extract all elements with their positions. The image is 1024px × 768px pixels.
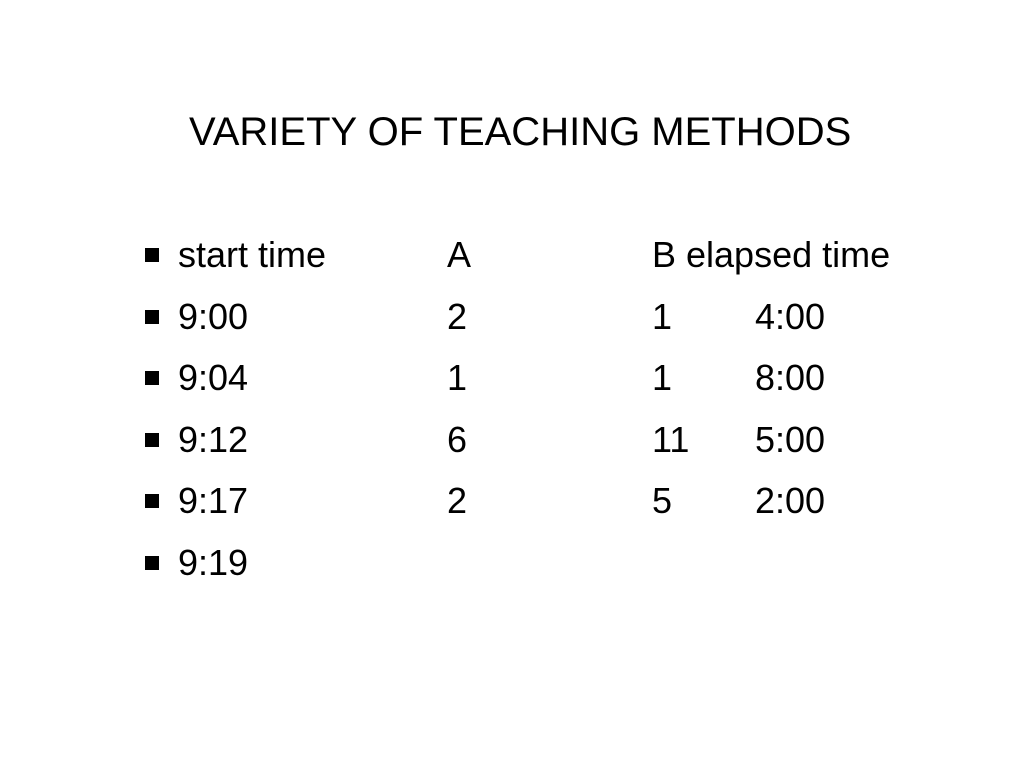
b-cell: B elapsed time bbox=[652, 234, 891, 275]
start-time-cell: 9:00 bbox=[178, 295, 249, 337]
b-cell: 1 bbox=[652, 357, 673, 398]
start-time-cell: 9:04 bbox=[178, 357, 249, 398]
start-time-cell: 9:19 bbox=[178, 541, 249, 583]
elapsed-time-cell: 8:00 bbox=[755, 357, 826, 398]
square-bullet-icon bbox=[145, 371, 159, 385]
start-time-cell: 9:12 bbox=[178, 418, 249, 460]
b-cell: 11 bbox=[652, 418, 690, 460]
bullet-row bbox=[143, 536, 943, 598]
a-cell: 1 bbox=[447, 357, 468, 398]
elapsed-time-cell: 5:00 bbox=[755, 418, 826, 460]
bullet-row bbox=[143, 474, 943, 536]
square-bullet-icon bbox=[145, 248, 159, 262]
bullet-row bbox=[143, 290, 943, 352]
start-time-cell: start time bbox=[178, 234, 327, 275]
a-cell: 2 bbox=[447, 480, 468, 521]
square-bullet-icon bbox=[145, 556, 159, 570]
a-cell: 2 bbox=[447, 295, 468, 337]
b-cell: 5 bbox=[652, 480, 673, 521]
bullet-list bbox=[143, 228, 943, 597]
square-bullet-icon bbox=[145, 494, 159, 508]
b-cell: 1 bbox=[652, 295, 673, 337]
a-cell: A bbox=[447, 234, 472, 275]
bullet-row bbox=[143, 351, 943, 413]
bullet-row-header bbox=[143, 228, 943, 290]
a-cell: 6 bbox=[447, 418, 468, 460]
elapsed-time-cell: 4:00 bbox=[755, 295, 826, 337]
start-time-cell: 9:17 bbox=[178, 480, 249, 521]
bullet-row bbox=[143, 413, 943, 475]
square-bullet-icon bbox=[145, 310, 159, 324]
elapsed-time-cell: 2:00 bbox=[755, 480, 826, 521]
square-bullet-icon bbox=[145, 433, 159, 447]
slide-title: VARIETY OF TEACHING METHODS bbox=[189, 110, 852, 154]
